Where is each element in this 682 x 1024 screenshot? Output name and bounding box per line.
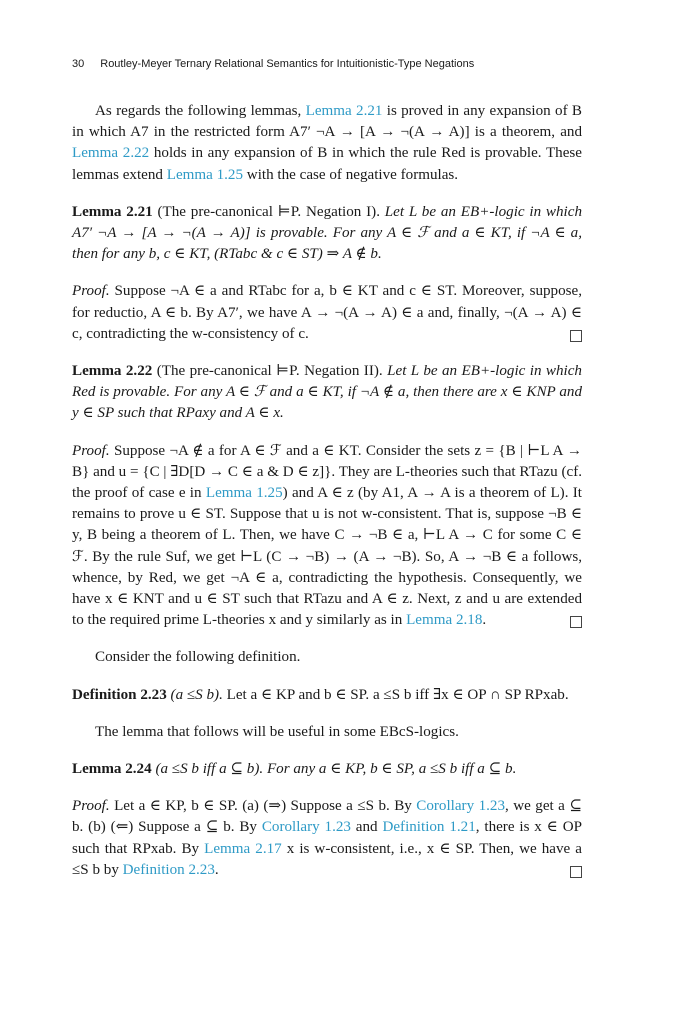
intro-paragraph: As regards the following lemmas, Lemma 2.21 is proved in any expansion of B in which A7 in the restricted form A7′ ¬A → [A → ¬(A → A)] is a theorem, and Lemma 2.22 holds in any expansion of B in which the rule Red is provable. These lemmas extend Lemma 1.25 with the case of negative formulas. (72, 103, 582, 183)
consider-paragraph: Consider the following definition. (95, 649, 301, 666)
lemma-statement: Let L be an EB+-logic in which A7′ ¬A → [A → ¬(A → A)] is provable. For any A ∈ ℱ and a ∈ KT, if ¬A ∈ a, then for any b, c ∈ KT, (RTabc & c ∈ ST) ⇒ A ∉ b. (72, 203, 582, 263)
link-lemma-2-17[interactable]: Lemma 2.17 (204, 840, 282, 857)
link-lemma-2-18[interactable]: Lemma 2.18 (406, 612, 483, 629)
lemma-title: (a ≤S b iff a ⊆ b). (155, 761, 264, 778)
page-body (72, 101, 582, 881)
qed-box (570, 616, 582, 628)
lemma-2-22 (72, 361, 582, 425)
link-definition-1-21[interactable]: Definition 1.21 (382, 819, 476, 836)
lemma-statement: For any a ∈ KP, b ∈ SP, a ≤S b iff a ⊆ b. (266, 761, 517, 778)
link-lemma-2-21[interactable]: Lemma 2.21 (305, 103, 383, 119)
link-lemma-1-25[interactable]: Lemma 1.25 (205, 485, 283, 502)
definition-title: (a ≤S b). (170, 686, 223, 703)
lemma-label: Lemma 2.24 (72, 761, 152, 778)
lemma-title: (The pre-canonical ⊨P. Negation II). (156, 363, 383, 380)
proof-label: Proof. (72, 442, 110, 459)
qed-box (570, 866, 582, 878)
lemma-label: Lemma 2.22 (72, 363, 153, 380)
lemma-2-24 (72, 759, 582, 780)
page-number: 30 (72, 58, 85, 70)
definition-statement: Let a ∈ KP and b ∈ SP. a ≤S b iff ∃x ∈ OP ∩ SP RPxab. (226, 686, 569, 703)
lemma-2-21 (72, 202, 582, 266)
lemma-intro-paragraph: The lemma that follows will be useful in some EBcS-logics. (95, 723, 459, 740)
definition-label: Definition 2.23 (72, 686, 167, 703)
proof-label: Proof. (72, 798, 110, 815)
link-corollary-1-23[interactable]: Corollary 1.23 (416, 798, 505, 815)
lemma-statement: Let L be an EB+-logic in which Red is provable. For any A ∈ ℱ and a ∈ KT, if ¬A ∉ a, then there are x ∈ KNP and y ∈ SP such that RPaxy and A ∈ x. (72, 363, 582, 422)
link-lemma-1-25[interactable]: Lemma 1.25 (166, 166, 244, 183)
proof-2-24: Proof. Let a ∈ KP, b ∈ SP. (a) (⇒) Suppose a ≤S b. By Corollary 1.23, we get a ⊆ b. (b) (⇐) Suppose a ⊆ b. By Corollary 1.23 and Definition 1.21, there is x ∈ OP such that RPxab. By Lemma 2.17 x is w-consistent, i.e., x ∈ SP. Then, we have a ≤S b by Definition 2.23. (72, 798, 583, 878)
lemma-label: Lemma 2.21 (72, 203, 153, 220)
proof-label: Proof. (72, 283, 110, 300)
proof-2-22: Proof. Suppose ¬A ∉ a for A ∈ ℱ and a ∈ KT. Consider the sets z = {B | ⊢L A → B} and u = {C | ∃D[D → C ∈ a & D ∈ z]}. They are L-theories such that RTazu (cf. the proof of case e in Lemma 1.25) and A ∈ z (by A1, A → A is a theorem of L). It remains to prove u ∈ ST. Suppose that u is not w-consistent. That is, suppose ¬B ∈ y, B being a theorem of L. Then, we have C → ¬B ∈ a, ⊢L A → C for some C ∈ ℱ. By the rule Suf, we get ⊢L (C → ¬B) → (A → ¬B). So, A → ¬B ∈ a follows, whence, by Red, we get ¬A ∈ a, contradicting the hypothesis. Consequently, we have x ∈ KNT and u ∈ ST such that RTazu and A ∈ z. Next, z and u are extended to the required prime L-theories x and y similarly as in Lemma 2.18. (72, 442, 582, 629)
qed-box (570, 330, 582, 342)
link-lemma-2-22[interactable]: Lemma 2.22 (72, 145, 150, 162)
lemma-title: (The pre-canonical ⊨P. Negation I). (157, 203, 380, 220)
running-header (72, 58, 586, 70)
running-title: Routley-Meyer Ternary Relational Semantics for Intuitionistic-Type Negations (100, 58, 475, 70)
link-corollary-1-23[interactable]: Corollary 1.23 (261, 819, 351, 836)
proof-2-21: Proof. Suppose ¬A ∈ a and RTabc for a, b ∈ KT and c ∈ ST. Moreover, suppose, for reductio, A ∈ b. By A7′, we have A → ¬(A → A) ∈ a and, finally, ¬(A → A) ∈ c, contradicting the w-consistency of c. (72, 283, 582, 342)
link-definition-2-23[interactable]: Definition 2.23 (122, 861, 215, 878)
definition-2-23 (72, 685, 582, 706)
